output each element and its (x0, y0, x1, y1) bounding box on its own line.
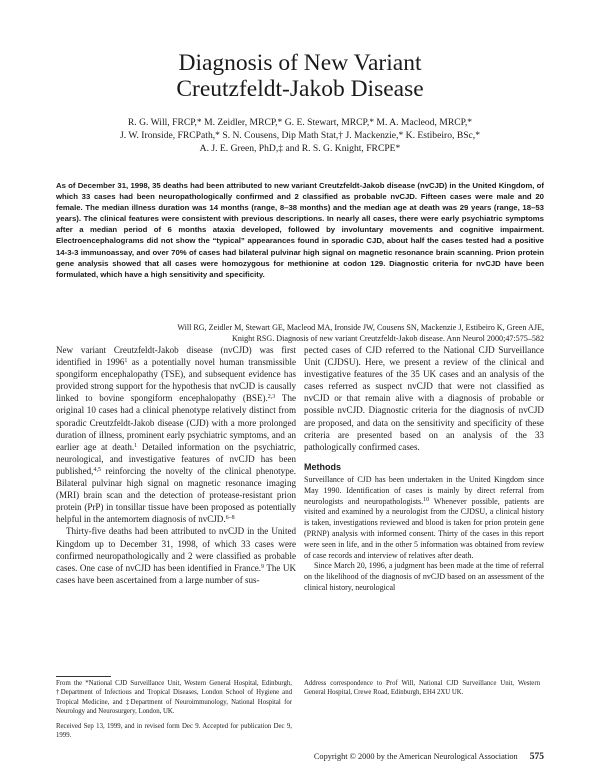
reference-marker: 6–8 (225, 515, 235, 522)
citation-line-2: Knight RSG. Diagnosis of new variant Creutzfeldt-Jakob disease. Ann Neurol 2000;47:575–582 (231, 334, 544, 343)
body-column-left (56, 344, 296, 586)
intro-paragraph-3: pected cases of CJD referred to the National CJD Surveillance Unit (CJDSU). Here, we present a review of the clinical and investigative features of the 35 UK cases and an analysis of the cases referred as suspect nvCJD that were not classified as nvCJD or that remain alive with a diagnosis of probable or possible nvCJD. Diagnostic criteria for the diagnosis of nvCJD are proposed, and data on the sensitivity and specificity of these criteria are presented based on an analysis of the 33 pathologically confirmed cases. (304, 345, 544, 452)
title-line-2: Creutzfeldt-Jakob Disease (176, 76, 424, 102)
reference-marker: 4,5 (93, 466, 101, 473)
footnotes-right (304, 679, 540, 703)
authors-line-2: J. W. Ironside, FRCPath,* S. N. Cousens, Dip Math Stat,† J. Mackenzie,* K. Estibeiro, BSc,* (119, 130, 481, 141)
citation-line-1: Will RG, Zeidler M, Stewart GE, Macleod MA, Ironside JW, Cousens SN, Mackenzie J, Estibeiro K, Green AJE, (177, 323, 544, 332)
reference-marker: 9 (261, 563, 264, 570)
authors-line-1: R. G. Will, FRCP,* M. Zeidler, MRCP,* G. E. Stewart, MRCP,* M. A. Macleod, MRCP,* (127, 117, 473, 128)
citation (110, 322, 544, 344)
correspondence-note: Address correspondence to Prof Will, National CJD Surveillance Unit, Western General Hospital, Crewe Road, Edinburgh, EH4 2XU UK. (304, 680, 540, 697)
methods-paragraph-1: Surveillance of CJD has been undertaken in the United Kingdom since May 1990. Identification of cases is mainly by direct referral from neurologists and neuropathologists.$^{10}$ Whenever possible, patients are visited and examined by a neurologist from the CJDSU, a clinical history is taken, investigations reviewed and blood is taken for prion protein gene (PRNP) analysis with informed consent. Thirty of the cases in this report were seen in life, and in the other 5 information was obtained from review of case records and interview of relatives after death. (304, 474, 545, 560)
body-column-right (304, 344, 544, 594)
received-note: Received Sep 13, 1999, and in revised form Dec 9. Accepted for publication Dec 9, 1999. (56, 722, 292, 740)
authors-line-3: A. J. E. Green, PhD,‡ and R. S. G. Knight, FRCPE* (199, 143, 401, 154)
intro-paragraph-2: Thirty-five deaths had been attributed to nvCJD in the United Kingdom up to December 31, 1998, of which 33 cases were confirmed neuropathologically and 2 were classified as probable cases. One case of nvCJD has been identified in France.$^9$ The UK cases have been ascertained from a large number of sus- (56, 526, 296, 585)
methods-paragraph-2: Since March 20, 1996, a judgment has been made at the time of referral on the likelihood of the diagnosis of nvCJD based on an assessment of the clinical history, neurological (304, 561, 544, 592)
intro-paragraph-1: New variant Creutzfeldt-Jakob disease (nvCJD) was first identified in 1996$^1$ as a potentially novel human transmissible spongiform encephalopathy (TSE), and subsequent evidence has provided strong support for the hypothesis that nvCJD is causally linked to bovine spongiform encephalopathy (BSE).$^{2,3}$ The original 10 cases had a clinical phenotype relatively distinct from sporadic Creutzfeldt-Jakob disease (CJD) with a more prolonged duration of illness, prominent early psychiatric symptoms, and an earlier age at death.$^1$ Detailed information on the psychiatric, neurological, and investigative features of nvCJD has been published,$^{4,5}$ reinforcing the novelty of the clinical phenotype. Bilateral pulvinar high signal on magnetic resonance imaging (MRI) brain scan and the detection of protease-resistant prion protein (PrP) in tonsillar tissue have been proposed as potentially helpful in the antemortem diagnosis of nvCJD.$^{6-8}$ (56, 345, 296, 525)
reference-marker: 1 (134, 442, 138, 449)
title-line-1: Diagnosis of New Variant (178, 50, 422, 76)
reference-marker: 1 (124, 358, 128, 365)
copyright-line: Copyright © 2000 by the American Neurological Association (313, 752, 518, 761)
reference-marker: 2,3 (267, 394, 276, 401)
page-number: 575 (529, 752, 544, 762)
page-footer (56, 752, 544, 762)
article-title (0, 50, 600, 102)
affiliations-note: From the *National CJD Surveillance Unit, Western General Hospital, Edinburgh, †Department of Infectious and Tropical Diseases, London School of Hygiene and Tropical Medicine, and ‡Department of Neuroimmunology, National Hospital for Neurology and Neurosurgery, London, UK. (56, 680, 292, 716)
abstract: As of December 31, 1998, 35 deaths had been attributed to new variant Creutzfeldt-Jakob disease (nvCJD) in the United Kingdom, of which 33 cases had been neuropathologically confirmed and 2 classified as probable nvCJD. Fifteen cases were male and 20 female. The median illness duration was 14 months (range, 8–38 months) and the median age at death was 29 years (range, 18–53 years). The clinical features were consistent with previous descriptions. In nearly all cases, there were early psychiatric symptoms after a median period of 6 months ataxia developed, followed by involuntary movements and cognitive impairment. Electroencephalograms did not show the “typical” appearances found in sporadic CJD, about half the cases tested had a positive 14-3-3 immunoassay, and over 70% of cases had bilateral pulvinar high signal on magnetic resonance brain scanning. Prion protein gene analysis showed that all cases were homozygous for methionine at codon 129. Diagnostic criteria for nvCJD have been formulated, which have a high sensitivity and specificity. (56, 181, 544, 279)
footnotes-left (56, 679, 292, 745)
reference-marker: 10 (423, 496, 430, 503)
methods-heading: Methods (304, 461, 341, 472)
footnote-rule (56, 676, 111, 677)
author-list (60, 116, 540, 155)
